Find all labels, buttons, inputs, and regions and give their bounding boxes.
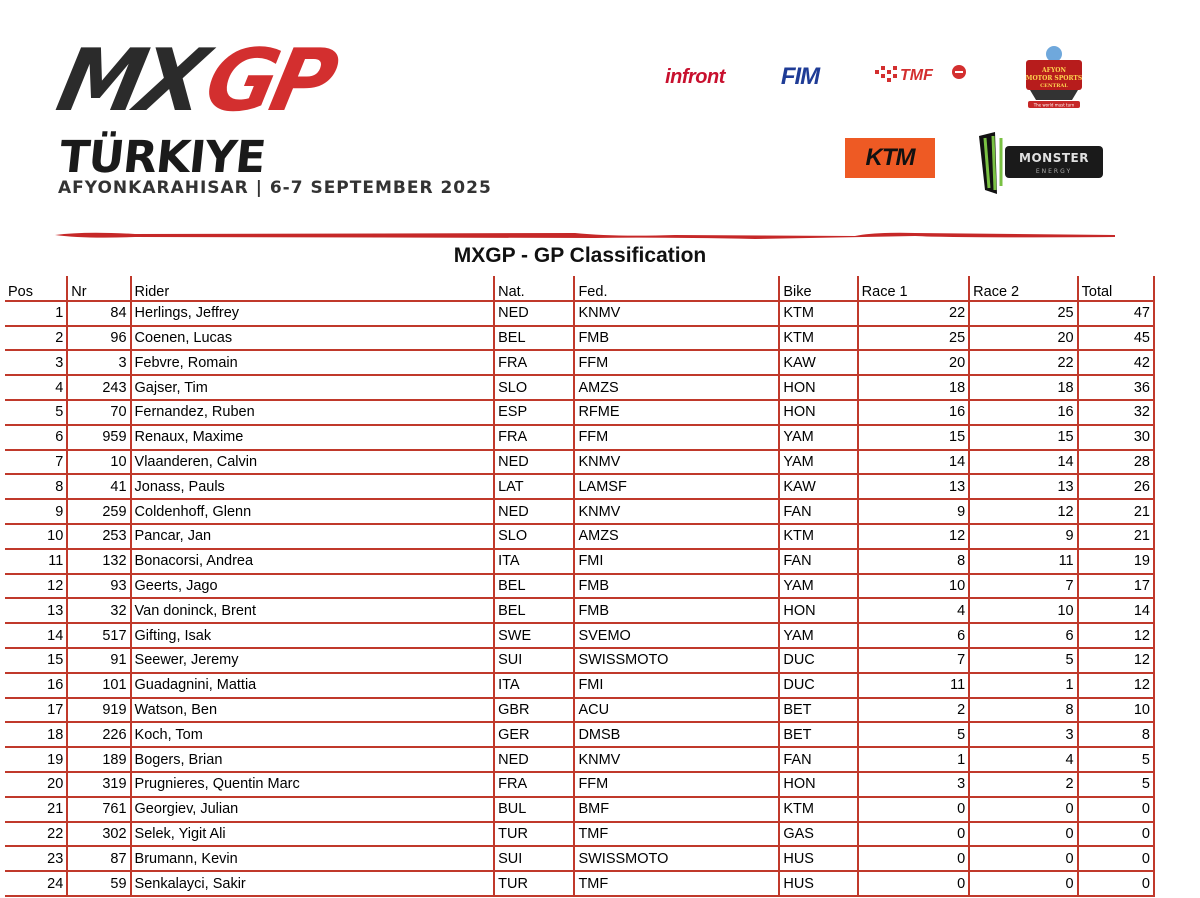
cell-nr: 101 <box>67 673 130 698</box>
cell-race2: 0 <box>969 797 1077 822</box>
cell-fed: KNMV <box>574 301 779 326</box>
cell-pos: 24 <box>5 871 67 896</box>
table-body <box>5 301 1154 896</box>
cell-total: 47 <box>1078 301 1154 326</box>
cell-pos: 2 <box>5 326 67 351</box>
cell-race1: 3 <box>858 772 969 797</box>
svg-text:ENERGY: ENERGY <box>1035 168 1073 175</box>
svg-text:GP: GP <box>197 38 341 128</box>
cell-fed: FFM <box>574 772 779 797</box>
table-row <box>5 574 1154 599</box>
cell-race2: 22 <box>969 350 1077 375</box>
cell-nr: 319 <box>67 772 130 797</box>
classification-table <box>5 276 1155 897</box>
cell-nat: NED <box>494 499 574 524</box>
cell-fed: FMI <box>574 673 779 698</box>
cell-pos: 18 <box>5 722 67 747</box>
cell-pos: 7 <box>5 450 67 475</box>
ktm-logo: KTM <box>845 138 935 178</box>
cell-race2: 15 <box>969 425 1077 450</box>
cell-total: 28 <box>1078 450 1154 475</box>
cell-fed: TMF <box>574 871 779 896</box>
cell-nr: 259 <box>67 499 130 524</box>
cell-nat: ESP <box>494 400 574 425</box>
cell-total: 14 <box>1078 598 1154 623</box>
cell-pos: 4 <box>5 375 67 400</box>
table-row <box>5 301 1154 326</box>
table-row <box>5 450 1154 475</box>
svg-text:MX: MX <box>55 38 211 128</box>
cell-fed: ACU <box>574 698 779 723</box>
cell-bike: FAN <box>779 499 857 524</box>
cell-race2: 2 <box>969 772 1077 797</box>
cell-pos: 14 <box>5 623 67 648</box>
cell-bike: FAN <box>779 747 857 772</box>
cell-bike: FAN <box>779 549 857 574</box>
cell-race2: 0 <box>969 871 1077 896</box>
cell-rider: Fernandez, Ruben <box>131 400 495 425</box>
cell-nr: 84 <box>67 301 130 326</box>
cell-bike: KAW <box>779 474 857 499</box>
cell-fed: SVEMO <box>574 623 779 648</box>
cell-total: 17 <box>1078 574 1154 599</box>
svg-text:The world must turn: The world must turn <box>1033 102 1075 108</box>
cell-pos: 17 <box>5 698 67 723</box>
cell-rider: Koch, Tom <box>131 722 495 747</box>
cell-nr: 253 <box>67 524 130 549</box>
cell-nr: 3 <box>67 350 130 375</box>
cell-total: 19 <box>1078 549 1154 574</box>
table-row <box>5 400 1154 425</box>
cell-pos: 15 <box>5 648 67 673</box>
column-header-pos: Pos <box>5 276 67 301</box>
cell-nr: 302 <box>67 822 130 847</box>
table-row <box>5 524 1154 549</box>
cell-fed: FMB <box>574 598 779 623</box>
mxgp-logo-graphic <box>55 38 365 128</box>
cell-nr: 70 <box>67 400 130 425</box>
cell-race1: 4 <box>858 598 969 623</box>
mxgp-logo <box>55 38 365 128</box>
cell-nr: 243 <box>67 375 130 400</box>
cell-bike: BET <box>779 722 857 747</box>
cell-nr: 517 <box>67 623 130 648</box>
cell-nat: SLO <box>494 375 574 400</box>
cell-nat: TUR <box>494 871 574 896</box>
cell-total: 45 <box>1078 326 1154 351</box>
cell-bike: KTM <box>779 524 857 549</box>
cell-race1: 0 <box>858 846 969 871</box>
cell-nat: NED <box>494 450 574 475</box>
cell-fed: FMB <box>574 326 779 351</box>
cell-bike: YAM <box>779 623 857 648</box>
cell-rider: Guadagnini, Mattia <box>131 673 495 698</box>
cell-fed: FFM <box>574 425 779 450</box>
cell-nr: 32 <box>67 598 130 623</box>
cell-total: 12 <box>1078 623 1154 648</box>
cell-pos: 10 <box>5 524 67 549</box>
cell-race2: 3 <box>969 722 1077 747</box>
cell-nr: 91 <box>67 648 130 673</box>
table-row <box>5 425 1154 450</box>
cell-bike: HON <box>779 375 857 400</box>
column-header-fed: Fed. <box>574 276 779 301</box>
svg-text:AFYON: AFYON <box>1042 67 1066 74</box>
cell-nat: NED <box>494 301 574 326</box>
cell-bike: HUS <box>779 871 857 896</box>
cell-nat: TUR <box>494 822 574 847</box>
cell-race2: 14 <box>969 450 1077 475</box>
cell-rider: Herlings, Jeffrey <box>131 301 495 326</box>
cell-bike: BET <box>779 698 857 723</box>
cell-nat: ITA <box>494 549 574 574</box>
table-row <box>5 722 1154 747</box>
table-header-row <box>5 276 1154 301</box>
cell-race1: 0 <box>858 871 969 896</box>
cell-bike: YAM <box>779 574 857 599</box>
cell-nat: SLO <box>494 524 574 549</box>
table-row <box>5 326 1154 351</box>
cell-rider: Gajser, Tim <box>131 375 495 400</box>
cell-bike: DUC <box>779 673 857 698</box>
table-row <box>5 648 1154 673</box>
table-row <box>5 846 1154 871</box>
page-title: MXGP - GP Classification <box>453 244 707 267</box>
cell-total: 0 <box>1078 871 1154 896</box>
cell-nat: NED <box>494 747 574 772</box>
cell-pos: 5 <box>5 400 67 425</box>
table-row <box>5 673 1154 698</box>
cell-race2: 5 <box>969 648 1077 673</box>
cell-rider: Vlaanderen, Calvin <box>131 450 495 475</box>
cell-rider: Pancar, Jan <box>131 524 495 549</box>
page-header <box>0 0 1200 240</box>
cell-race1: 7 <box>858 648 969 673</box>
cell-pos: 22 <box>5 822 67 847</box>
column-header-nat: Nat. <box>494 276 574 301</box>
cell-total: 0 <box>1078 846 1154 871</box>
cell-bike: KTM <box>779 797 857 822</box>
cell-pos: 13 <box>5 598 67 623</box>
tmf-logo <box>875 62 967 88</box>
cell-nr: 93 <box>67 574 130 599</box>
cell-rider: Bogers, Brian <box>131 747 495 772</box>
cell-rider: Bonacorsi, Andrea <box>131 549 495 574</box>
cell-race2: 12 <box>969 499 1077 524</box>
svg-text:MONSTER: MONSTER <box>1019 151 1089 165</box>
cell-pos: 3 <box>5 350 67 375</box>
cell-race2: 11 <box>969 549 1077 574</box>
cell-total: 0 <box>1078 797 1154 822</box>
cell-fed: FMI <box>574 549 779 574</box>
cell-rider: Geerts, Jago <box>131 574 495 599</box>
cell-rider: Coenen, Lucas <box>131 326 495 351</box>
cell-pos: 8 <box>5 474 67 499</box>
cell-race1: 22 <box>858 301 969 326</box>
cell-race1: 13 <box>858 474 969 499</box>
table-row <box>5 350 1154 375</box>
cell-race1: 10 <box>858 574 969 599</box>
cell-race1: 8 <box>858 549 969 574</box>
cell-rider: Coldenhoff, Glenn <box>131 499 495 524</box>
cell-race2: 6 <box>969 623 1077 648</box>
cell-bike: HUS <box>779 846 857 871</box>
cell-nat: GBR <box>494 698 574 723</box>
cell-fed: FFM <box>574 350 779 375</box>
cell-nr: 59 <box>67 871 130 896</box>
table-row <box>5 797 1154 822</box>
cell-total: 5 <box>1078 772 1154 797</box>
cell-race1: 5 <box>858 722 969 747</box>
cell-fed: SWISSMOTO <box>574 846 779 871</box>
table-row <box>5 549 1154 574</box>
cell-nr: 919 <box>67 698 130 723</box>
cell-total: 26 <box>1078 474 1154 499</box>
cell-nr: 189 <box>67 747 130 772</box>
cell-nat: FRA <box>494 425 574 450</box>
cell-pos: 21 <box>5 797 67 822</box>
cell-fed: KNMV <box>574 499 779 524</box>
cell-race2: 18 <box>969 375 1077 400</box>
table-row <box>5 698 1154 723</box>
cell-rider: Watson, Ben <box>131 698 495 723</box>
cell-bike: YAM <box>779 425 857 450</box>
cell-nat: ITA <box>494 673 574 698</box>
cell-nr: 96 <box>67 326 130 351</box>
cell-race2: 13 <box>969 474 1077 499</box>
table-row <box>5 598 1154 623</box>
cell-bike: KTM <box>779 301 857 326</box>
table-row <box>5 822 1154 847</box>
cell-rider: Brumann, Kevin <box>131 846 495 871</box>
cell-pos: 1 <box>5 301 67 326</box>
cell-race2: 4 <box>969 747 1077 772</box>
cell-nr: 959 <box>67 425 130 450</box>
cell-nat: BEL <box>494 574 574 599</box>
cell-total: 12 <box>1078 648 1154 673</box>
cell-rider: Van doninck, Brent <box>131 598 495 623</box>
cell-nr: 87 <box>67 846 130 871</box>
cell-pos: 20 <box>5 772 67 797</box>
cell-race1: 15 <box>858 425 969 450</box>
cell-race1: 9 <box>858 499 969 524</box>
cell-nat: LAT <box>494 474 574 499</box>
cell-rider: Jonass, Pauls <box>131 474 495 499</box>
cell-rider: Selek, Yigit Ali <box>131 822 495 847</box>
cell-fed: FMB <box>574 574 779 599</box>
cell-fed: SWISSMOTO <box>574 648 779 673</box>
cell-pos: 11 <box>5 549 67 574</box>
cell-bike: HON <box>779 598 857 623</box>
cell-race2: 16 <box>969 400 1077 425</box>
cell-fed: KNMV <box>574 450 779 475</box>
cell-race2: 8 <box>969 698 1077 723</box>
cell-total: 12 <box>1078 673 1154 698</box>
cell-bike: KAW <box>779 350 857 375</box>
monster-energy-logo <box>975 128 1105 198</box>
cell-race1: 2 <box>858 698 969 723</box>
event-title: TÜRKIYE <box>57 132 268 183</box>
cell-bike: YAM <box>779 450 857 475</box>
cell-bike: DUC <box>779 648 857 673</box>
tmf-logo-text: TMF <box>900 67 933 84</box>
cell-pos: 9 <box>5 499 67 524</box>
table-row <box>5 871 1154 896</box>
column-header-bike: Bike <box>779 276 857 301</box>
cell-rider: Senkalayci, Sakir <box>131 871 495 896</box>
fim-logo: FIM <box>780 63 820 90</box>
cell-rider: Renaux, Maxime <box>131 425 495 450</box>
cell-nat: BUL <box>494 797 574 822</box>
table-row <box>5 375 1154 400</box>
cell-nr: 132 <box>67 549 130 574</box>
cell-bike: KTM <box>779 326 857 351</box>
cell-nat: BEL <box>494 598 574 623</box>
event-subtitle: AFYONKARAHISAR | 6-7 SEPTEMBER 2025 <box>58 178 492 198</box>
cell-total: 8 <box>1078 722 1154 747</box>
cell-race2: 1 <box>969 673 1077 698</box>
column-header-race1: Race 1 <box>858 276 969 301</box>
cell-nr: 10 <box>67 450 130 475</box>
cell-race1: 6 <box>858 623 969 648</box>
cell-bike: HON <box>779 772 857 797</box>
cell-bike: GAS <box>779 822 857 847</box>
cell-race2: 20 <box>969 326 1077 351</box>
cell-fed: DMSB <box>574 722 779 747</box>
table-row <box>5 772 1154 797</box>
afyon-motor-sports-logo <box>1020 44 1088 110</box>
svg-text:CENTRAL: CENTRAL <box>1040 83 1068 89</box>
cell-race1: 16 <box>858 400 969 425</box>
cell-race1: 0 <box>858 797 969 822</box>
cell-pos: 19 <box>5 747 67 772</box>
cell-race2: 25 <box>969 301 1077 326</box>
cell-nr: 761 <box>67 797 130 822</box>
cell-nat: GER <box>494 722 574 747</box>
cell-race2: 9 <box>969 524 1077 549</box>
cell-nat: SWE <box>494 623 574 648</box>
cell-total: 10 <box>1078 698 1154 723</box>
svg-text:MOTOR SPORTS: MOTOR SPORTS <box>1025 75 1083 82</box>
cell-total: 32 <box>1078 400 1154 425</box>
cell-bike: HON <box>779 400 857 425</box>
cell-total: 42 <box>1078 350 1154 375</box>
cell-race1: 25 <box>858 326 969 351</box>
cell-pos: 23 <box>5 846 67 871</box>
cell-fed: KNMV <box>574 747 779 772</box>
cell-race2: 0 <box>969 822 1077 847</box>
cell-pos: 12 <box>5 574 67 599</box>
cell-race2: 7 <box>969 574 1077 599</box>
cell-race1: 1 <box>858 747 969 772</box>
cell-race2: 0 <box>969 846 1077 871</box>
header-divider <box>55 228 1115 240</box>
infront-logo: infront <box>665 65 725 88</box>
cell-nat: BEL <box>494 326 574 351</box>
table-row <box>5 623 1154 648</box>
cell-total: 30 <box>1078 425 1154 450</box>
column-header-rider: Rider <box>131 276 495 301</box>
cell-pos: 6 <box>5 425 67 450</box>
cell-fed: AMZS <box>574 524 779 549</box>
cell-total: 5 <box>1078 747 1154 772</box>
cell-fed: TMF <box>574 822 779 847</box>
cell-race1: 18 <box>858 375 969 400</box>
cell-nr: 226 <box>67 722 130 747</box>
column-header-nr: Nr <box>67 276 130 301</box>
column-header-race2: Race 2 <box>969 276 1077 301</box>
cell-total: 21 <box>1078 499 1154 524</box>
cell-fed: LAMSF <box>574 474 779 499</box>
cell-total: 0 <box>1078 822 1154 847</box>
cell-nat: FRA <box>494 350 574 375</box>
cell-fed: AMZS <box>574 375 779 400</box>
cell-fed: BMF <box>574 797 779 822</box>
cell-rider: Gifting, Isak <box>131 623 495 648</box>
cell-rider: Georgiev, Julian <box>131 797 495 822</box>
cell-race1: 14 <box>858 450 969 475</box>
table-row <box>5 747 1154 772</box>
cell-rider: Febvre, Romain <box>131 350 495 375</box>
cell-fed: RFME <box>574 400 779 425</box>
cell-race1: 0 <box>858 822 969 847</box>
cell-nat: SUI <box>494 846 574 871</box>
cell-nr: 41 <box>67 474 130 499</box>
table-row <box>5 474 1154 499</box>
cell-total: 36 <box>1078 375 1154 400</box>
cell-nat: SUI <box>494 648 574 673</box>
cell-race2: 10 <box>969 598 1077 623</box>
cell-rider: Seewer, Jeremy <box>131 648 495 673</box>
cell-nat: FRA <box>494 772 574 797</box>
cell-total: 21 <box>1078 524 1154 549</box>
cell-race1: 12 <box>858 524 969 549</box>
cell-rider: Prugnieres, Quentin Marc <box>131 772 495 797</box>
cell-race1: 11 <box>858 673 969 698</box>
cell-pos: 16 <box>5 673 67 698</box>
table-row <box>5 499 1154 524</box>
column-header-total: Total <box>1078 276 1154 301</box>
cell-race1: 20 <box>858 350 969 375</box>
